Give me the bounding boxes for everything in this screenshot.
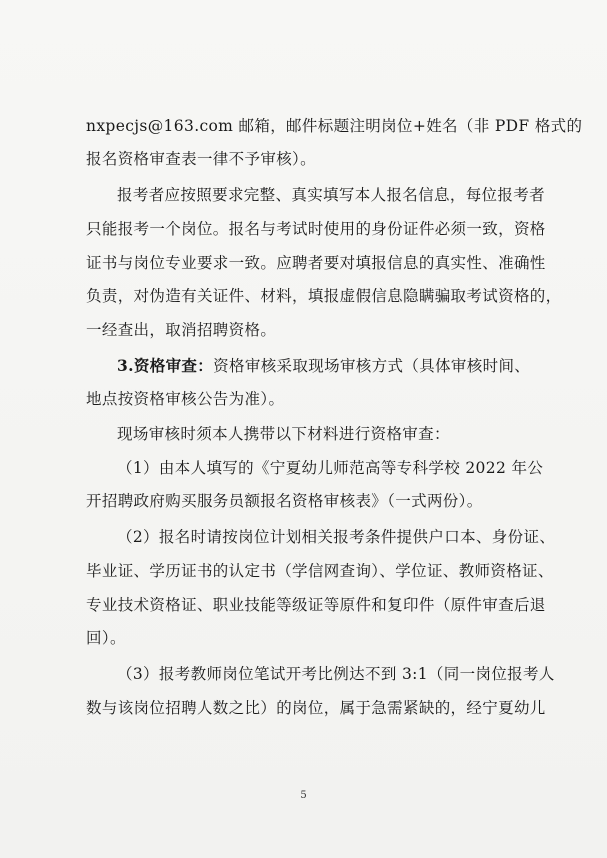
- paragraph-line: 专业技术资格证、职业技能等级证等原件和复印件（原件审查后退: [86, 596, 546, 614]
- paragraph-line: nxpecjs@163.com 邮箱，邮件标题注明岗位+姓名（非 PDF 格式的: [86, 117, 583, 135]
- paragraph-line: 毕业证、学历证书的认定书（学信网查询）、学位证、教师资格证、: [86, 562, 554, 580]
- section-text: 资格审核采取现场审核方式（具体审核时间、: [213, 357, 531, 375]
- paragraph-line: 回）。: [86, 629, 126, 647]
- paragraph-line: 地点按资格审核公告为准）。: [86, 390, 285, 408]
- section-3-line: [117, 356, 530, 376]
- paragraph-line: 只能报考一个岗位。报名与考试时使用的身份证件必须一致，资格: [86, 220, 546, 238]
- paragraph-line: 现场审核时须本人携带以下材料进行资格审查：: [117, 425, 450, 443]
- paragraph-line: 数与该岗位招聘人数之比）的岗位，属于急需紧缺的，经宁夏幼儿: [86, 699, 546, 717]
- paragraph-line: 报考者应按照要求完整、真实填写本人报名信息，每位报考者: [117, 186, 545, 204]
- paragraph-line: 一经查出，取消招聘资格。: [86, 321, 277, 339]
- paragraph-line: 负责，对伪造有关证件、材料，填报虚假信息隐瞒骗取考试资格的，: [86, 287, 562, 305]
- section-heading: 3.资格审查：: [117, 356, 214, 375]
- paragraph-line: 报名资格审查表一律不予审核）。: [86, 150, 317, 168]
- list-item-line: （1）由本人填写的《宁夏幼儿师范高等专科学校 2022 年公: [117, 459, 544, 477]
- paragraph-line: 开招聘政府购买服务员额报名资格审核表》（一式两份）。: [86, 492, 483, 510]
- list-item-line: （2）报名时请按岗位计划相关报考条件提供户口本、身份证、: [117, 528, 556, 546]
- paragraph-line: 证书与岗位专业要求一致。应聘者要对填报信息的真实性、准确性: [86, 254, 546, 272]
- page-number: 5: [300, 790, 307, 801]
- list-item-line: （3）报考教师岗位笔试开考比例达不到 3:1（同一岗位报考人: [117, 665, 555, 683]
